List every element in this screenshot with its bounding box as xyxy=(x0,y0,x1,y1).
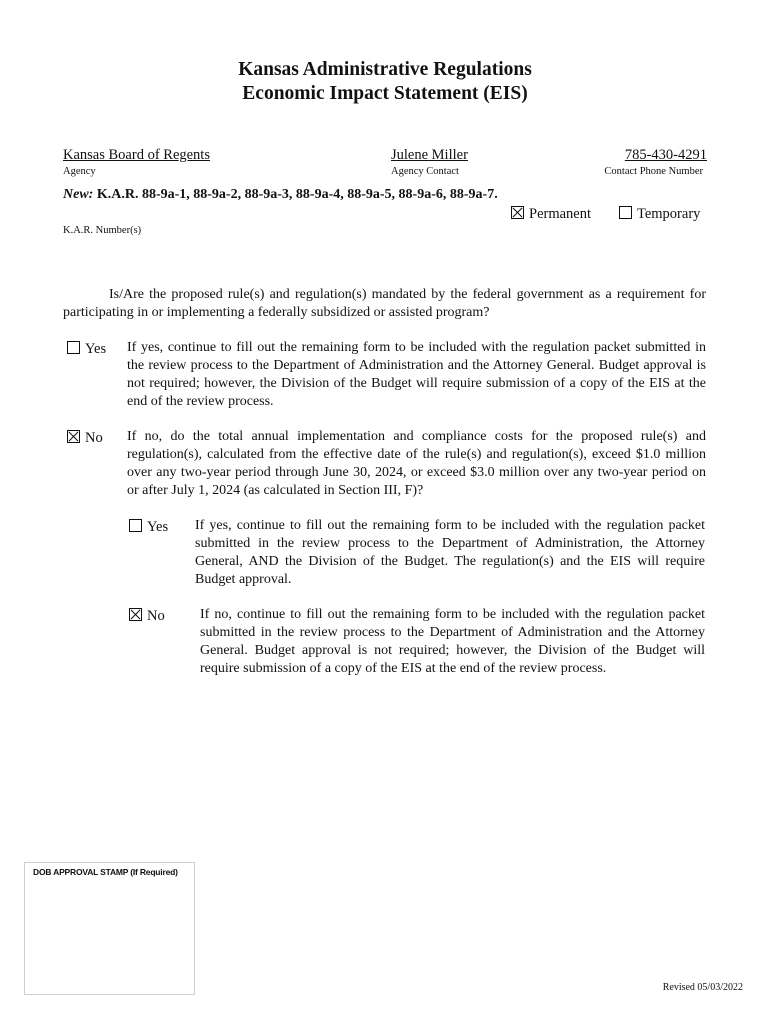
temporary-label: Temporary xyxy=(637,206,701,222)
mandate-yes-instructions: If yes, continue to fill out the remaining form to be included with the regulation packet submitted in the review process to the Department of Administration and the Attorney General. Budget approval is not required; however, the Division of the Budget will require submission of a copy of the EIS at the end of the review process. xyxy=(127,340,706,409)
cost-yes-option[interactable] xyxy=(129,518,168,536)
cost-no-option[interactable] xyxy=(129,607,165,625)
document-title xyxy=(0,58,770,106)
temporary-checkbox-icon[interactable] xyxy=(619,206,632,219)
agency-label: Agency xyxy=(63,166,96,177)
contact-phone-label: Contact Phone Number xyxy=(604,166,703,177)
permanent-label: Permanent xyxy=(529,206,592,222)
dob-approval-stamp-box xyxy=(24,862,195,995)
mandate-yes-checkbox-icon[interactable] xyxy=(67,341,80,354)
cost-no-label: No xyxy=(147,608,165,624)
permanent-option[interactable] xyxy=(511,205,591,223)
cost-yes-checkbox-icon[interactable] xyxy=(129,519,142,532)
cost-yes-label: Yes xyxy=(147,519,169,535)
mandate-no-label: No xyxy=(85,430,103,446)
mandate-yes-label: Yes xyxy=(85,341,107,357)
kar-numbers: K.A.R. 88-9a-1, 88-9a-2, 88-9a-3, 88-9a-4, 88-9a-5, 88-9a-6, 88-9a-7. xyxy=(96,187,498,202)
title-line-2: Economic Impact Statement (EIS) xyxy=(242,83,528,104)
cost-no-instructions: If no, continue to fill out the remaining form to be included with the regulation packet submitted in the review process to the Department of Administration and the Attorney General. Budget approval is not required; however, the Division of the Budget will require submission of a copy of the EIS at the end of the review process. xyxy=(200,607,705,676)
kar-numbers-line xyxy=(63,186,498,204)
revised-date: Revised 05/03/2022 xyxy=(662,982,743,993)
agency-contact-name: Julene Miller xyxy=(391,147,468,163)
kar-numbers-label: K.A.R. Number(s) xyxy=(63,225,142,236)
kar-new-prefix: New: xyxy=(63,187,94,202)
temporary-option[interactable] xyxy=(619,205,700,223)
permanent-checkbox-checked-icon[interactable] xyxy=(511,206,524,219)
contact-phone: 785-430-4291 xyxy=(624,147,707,163)
federal-mandate-question: Is/Are the proposed rule(s) and regulation(s) mandated by the federal government as a requirement for participating in or implementing a federally subsidized or assisted program? xyxy=(63,287,706,320)
mandate-no-option[interactable] xyxy=(67,429,103,447)
agency-name: Kansas Board of Regents xyxy=(63,147,210,163)
mandate-no-checkbox-checked-icon[interactable] xyxy=(67,430,80,443)
cost-yes-instructions: If yes, continue to fill out the remaining form to be included with the regulation packet submitted in the review process to the Department of Administration, the Attorney General, AND the Division of the Budget. The regulation(s) and the EIS will require Budget approval. xyxy=(195,518,705,587)
title-line-1: Kansas Administrative Regulations xyxy=(238,59,532,80)
dob-approval-stamp-label: DOB APPROVAL STAMP (If Required) xyxy=(33,867,178,877)
mandate-no-cost-question: If no, do the total annual implementation and compliance costs for the proposed rule(s) and regulation(s), calculated from the effective date of the rule(s) and regulation(s), exceed $1.0 million over any two-year period through June 30, 2024, or exceed $3.0 million over any two-year period on or after July 1, 2024 (as calculated in Section III, F)? xyxy=(127,429,706,498)
cost-no-checkbox-checked-icon[interactable] xyxy=(129,608,142,621)
mandate-yes-option[interactable] xyxy=(67,340,106,358)
agency-contact-label: Agency Contact xyxy=(391,166,459,177)
